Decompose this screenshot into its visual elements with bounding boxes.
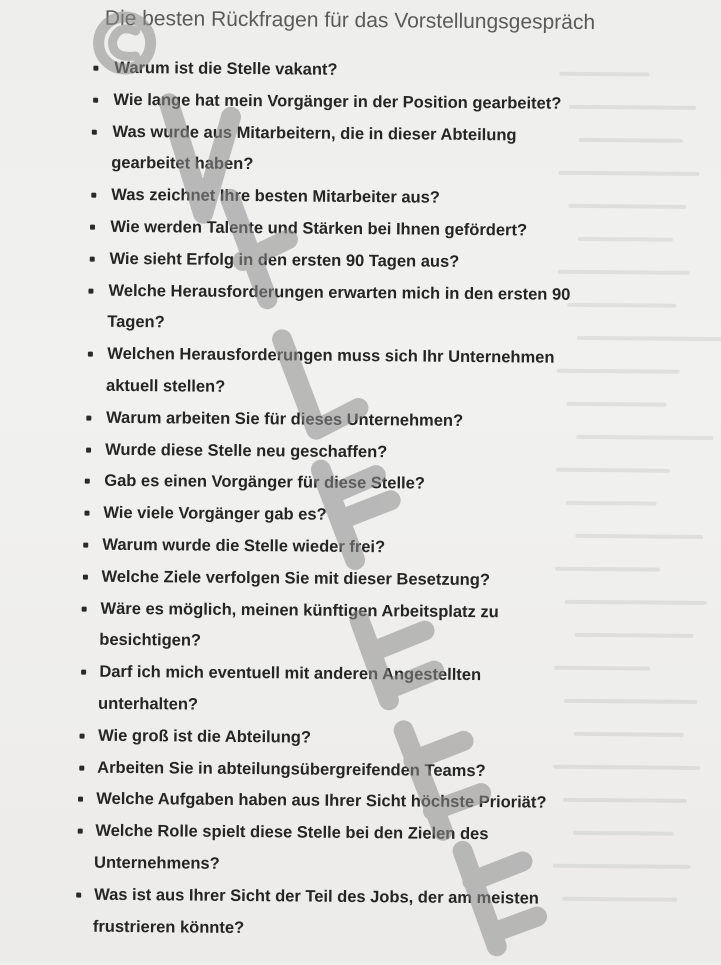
question-text: Gab es einen Vorgänger für diese Stelle? bbox=[104, 472, 425, 493]
bullet-icon bbox=[77, 829, 82, 834]
bullet-icon bbox=[90, 225, 95, 230]
question-text: Warum wurde die Stelle wieder frei? bbox=[102, 535, 386, 557]
question-text: Was zeichnet Ihre besten Mitarbeiter aus? bbox=[111, 186, 440, 207]
question-text: Was ist aus Ihrer Sicht der Teil des Jobs, der am meisten bbox=[94, 885, 539, 908]
question-text: Wie werden Talente und Stärken bei Ihnen gefördert? bbox=[110, 217, 528, 240]
bullet-icon bbox=[81, 670, 86, 675]
question-text: Warum arbeiten Sie für dieses Unternehmen? bbox=[106, 408, 464, 430]
bullet-icon bbox=[93, 66, 98, 71]
bullet-icon bbox=[83, 543, 88, 548]
question-text: Wie viele Vorgänger gab es? bbox=[103, 503, 327, 524]
question-text: Warum ist die Stelle vakant? bbox=[114, 58, 338, 79]
bullet-icon bbox=[91, 193, 96, 198]
bullet-icon bbox=[88, 288, 93, 293]
question-text: Unternehmens? bbox=[94, 853, 220, 873]
question-text: gearbeitet haben? bbox=[111, 154, 254, 174]
bullet-icon bbox=[76, 892, 81, 897]
bullet-icon bbox=[86, 415, 91, 420]
question-text: Welche Ziele verfolgen Sie mit dieser Besetzung? bbox=[101, 567, 491, 589]
bullet-icon bbox=[80, 733, 85, 738]
bullet-icon bbox=[84, 511, 89, 516]
bullet-icon bbox=[89, 256, 94, 261]
page-title: Die besten Rückfragen für das Vorstellungsgespräch bbox=[104, 6, 596, 35]
question-text: Welche Herausforderungen erwarten mich in den ersten 90 bbox=[108, 281, 571, 304]
question-text: aktuell stellen? bbox=[105, 376, 226, 396]
question-text: Arbeiten Sie in abteilungsübergreifenden Teams? bbox=[97, 758, 486, 780]
question-text: Wie lange hat mein Vorgänger in der Position gearbeitet? bbox=[113, 90, 562, 113]
bullet-icon bbox=[87, 352, 92, 357]
question-text: Tagen? bbox=[107, 313, 165, 332]
question-text: Welchen Herausforderungen muss sich Ihr Unternehmen bbox=[107, 344, 555, 367]
question-text: frustrieren könnte? bbox=[92, 917, 245, 937]
question-text: Wäre es möglich, meinen künftigen Arbeitsplatz zu bbox=[100, 599, 499, 621]
question-text: Was wurde aus Mitarbeitern, die in dieser Abteilung bbox=[112, 122, 517, 144]
bullet-icon bbox=[93, 97, 98, 102]
question-text: Welche Rolle spielt diese Stelle bei den Zielen des bbox=[95, 821, 489, 844]
question-text: Welche Aufgaben haben aus Ihrer Sicht höchste Prioriät? bbox=[96, 790, 547, 813]
bullet-icon bbox=[85, 479, 90, 484]
bullet-icon bbox=[92, 129, 97, 134]
bullet-icon bbox=[78, 797, 83, 802]
question-text: Wurde diese Stelle neu geschaffen? bbox=[105, 440, 388, 461]
bullet-icon bbox=[79, 765, 84, 770]
bullet-icon bbox=[82, 606, 87, 611]
question-text: unterhalten? bbox=[98, 694, 199, 714]
question-text: Wie sieht Erfolg in den ersten 90 Tagen aus? bbox=[109, 249, 460, 271]
question-text: Darf ich mich eventuell mit anderen Angestellten bbox=[99, 662, 482, 685]
question-text: besichtigen? bbox=[99, 631, 202, 651]
bullet-icon bbox=[86, 447, 91, 452]
bullet-icon bbox=[82, 574, 87, 579]
question-text: Wie groß ist die Abteilung? bbox=[98, 726, 312, 747]
